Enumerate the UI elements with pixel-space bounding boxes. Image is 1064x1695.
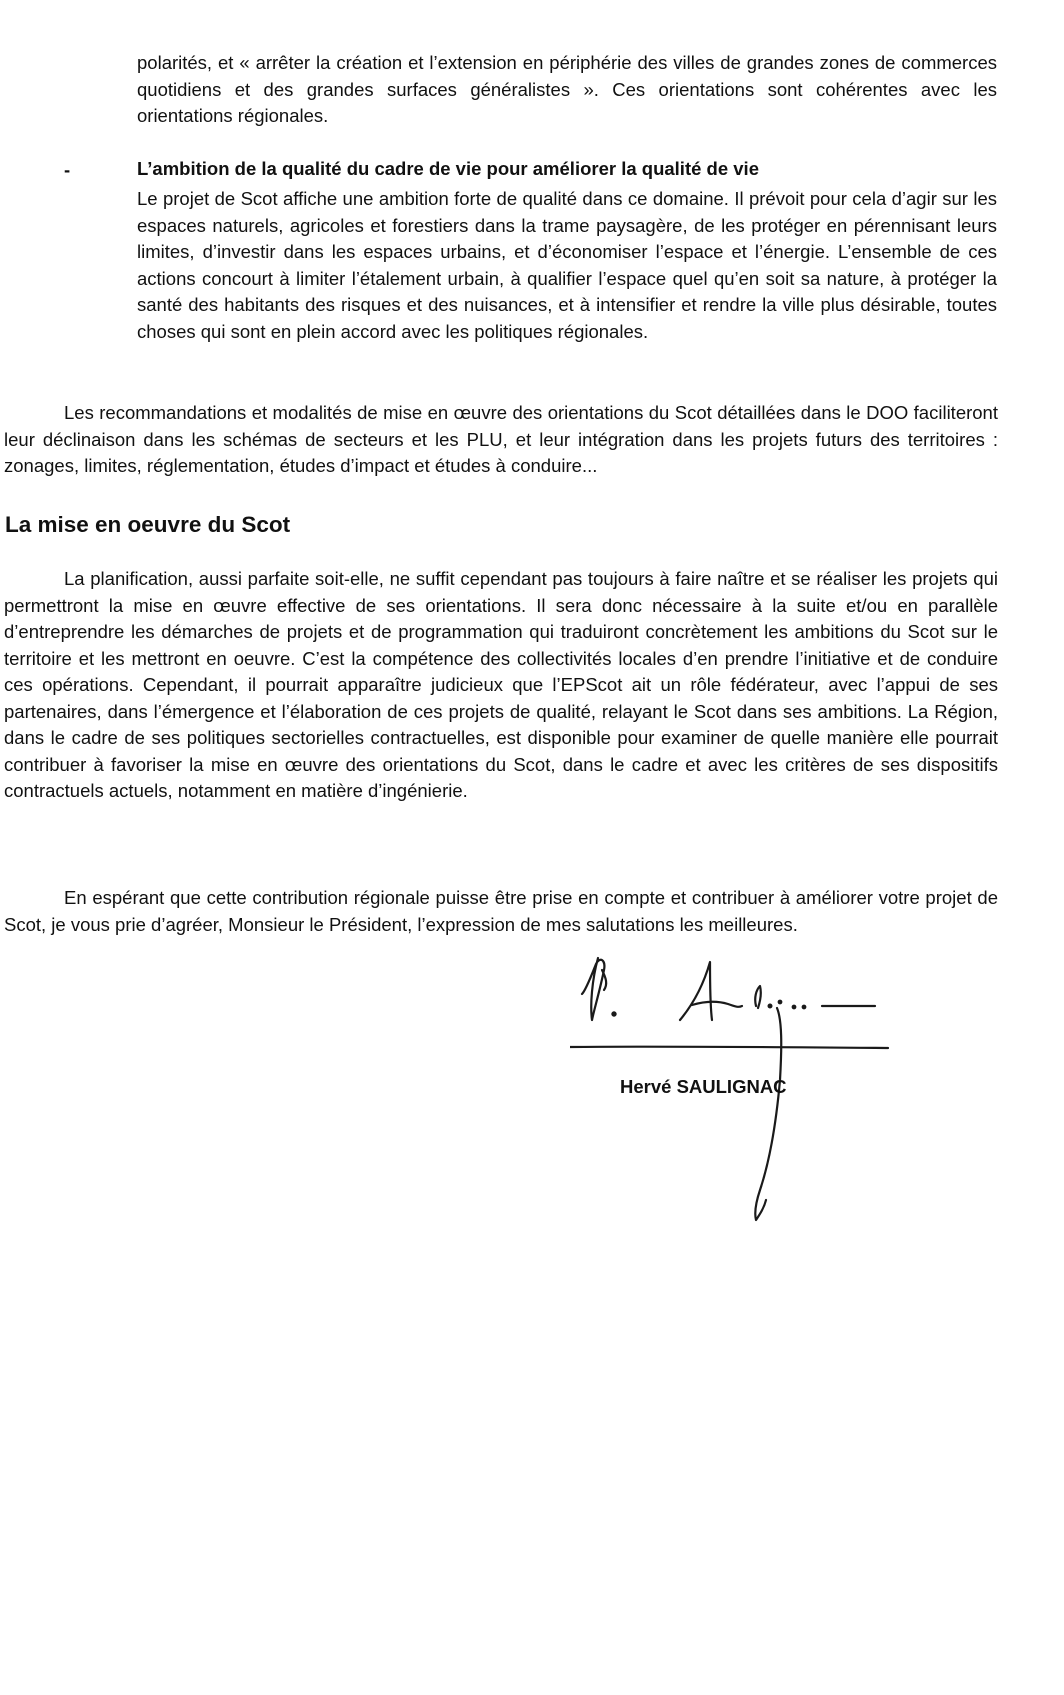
bullet-dash: -: [64, 159, 71, 180]
bullet-title: L’ambition de la qualité du cadre de vie pour améliorer la qualité de vie: [137, 158, 759, 179]
paragraph-orientations-end: polarités, et « arrêter la création et l’extension en périphérie des villes de grandes zones de commerces quotidiens et des grandes surfaces généralistes ». Ces orientations sont cohérentes avec les orientations régionales.: [137, 52, 997, 126]
signer-name: Hervé SAULIGNAC: [620, 1076, 787, 1097]
paragraph-closing: En espérant que cette contribution régionale puisse être prise en compte et contribuer à améliorer votre projet de Scot, je vous prie d’agréer, Monsieur le Président, l’expression de mes salutations les meilleures.: [4, 887, 998, 935]
paragraph-cadre-de-vie: Le projet de Scot affiche une ambition forte de qualité dans ce domaine. Il prévoit pour cela d’agir sur les espaces naturels, agricoles et forestiers dans la trame paysagère, de les protéger en pérennisant leurs limites, d’investir dans les espaces urbains, et d’économiser l’espace et l’énergie. L’ensemble de ces actions concourt à limiter l’étalement urbain, à qualifier l’espace quel qu’en soit sa nature, à protéger la santé des habitants des risques et des nuisances, et à intensifier et rendre la ville plus désirable, toutes choses qui sont en plein accord avec les politiques régionales.: [137, 188, 997, 342]
paragraph-recommandations: Les recommandations et modalités de mise en œuvre des orientations du Scot détaillées dans le DOO faciliteront leur déclinaison dans les schémas de secteurs et les PLU, et leur intégration dans les projets futurs des territoires : zonages, limites, réglementation, études d’impact et études à conduire...: [4, 402, 998, 476]
paragraph-mise-en-oeuvre: La planification, aussi parfaite soit-elle, ne suffit cependant pas toujours à faire naître et se réaliser les projets qui permettront la mise en œuvre effective de ses orientations. Il sera donc nécessaire à la suite et/ou en parallèle d’entreprendre les démarches de projets et de programmation qui traduiront concrètement les ambitions du Scot sur le territoire et les mettront en oeuvre. C’est la compétence des collectivités locales d’en prendre l’initiative et de conduire ces opérations. Cependant, il pourrait apparaître judicieux que l’EPScot ait un rôle fédérateur, avec l’appui de ses partenaires, dans l’émergence et l’élaboration de ces projets de qualité, relayant le Scot dans ses ambitions. La Région, dans le cadre de ses politiques sectorielles contractuelles, est disponible pour examiner de quelle manière elle pourrait contribuer à favoriser la mise en œuvre des orientations du Scot, dans le cadre et avec les critères de ses dispositifs contractuels actuels, notamment en matière d’ingénierie.: [4, 568, 998, 801]
section-heading: La mise en oeuvre du Scot: [5, 512, 291, 537]
